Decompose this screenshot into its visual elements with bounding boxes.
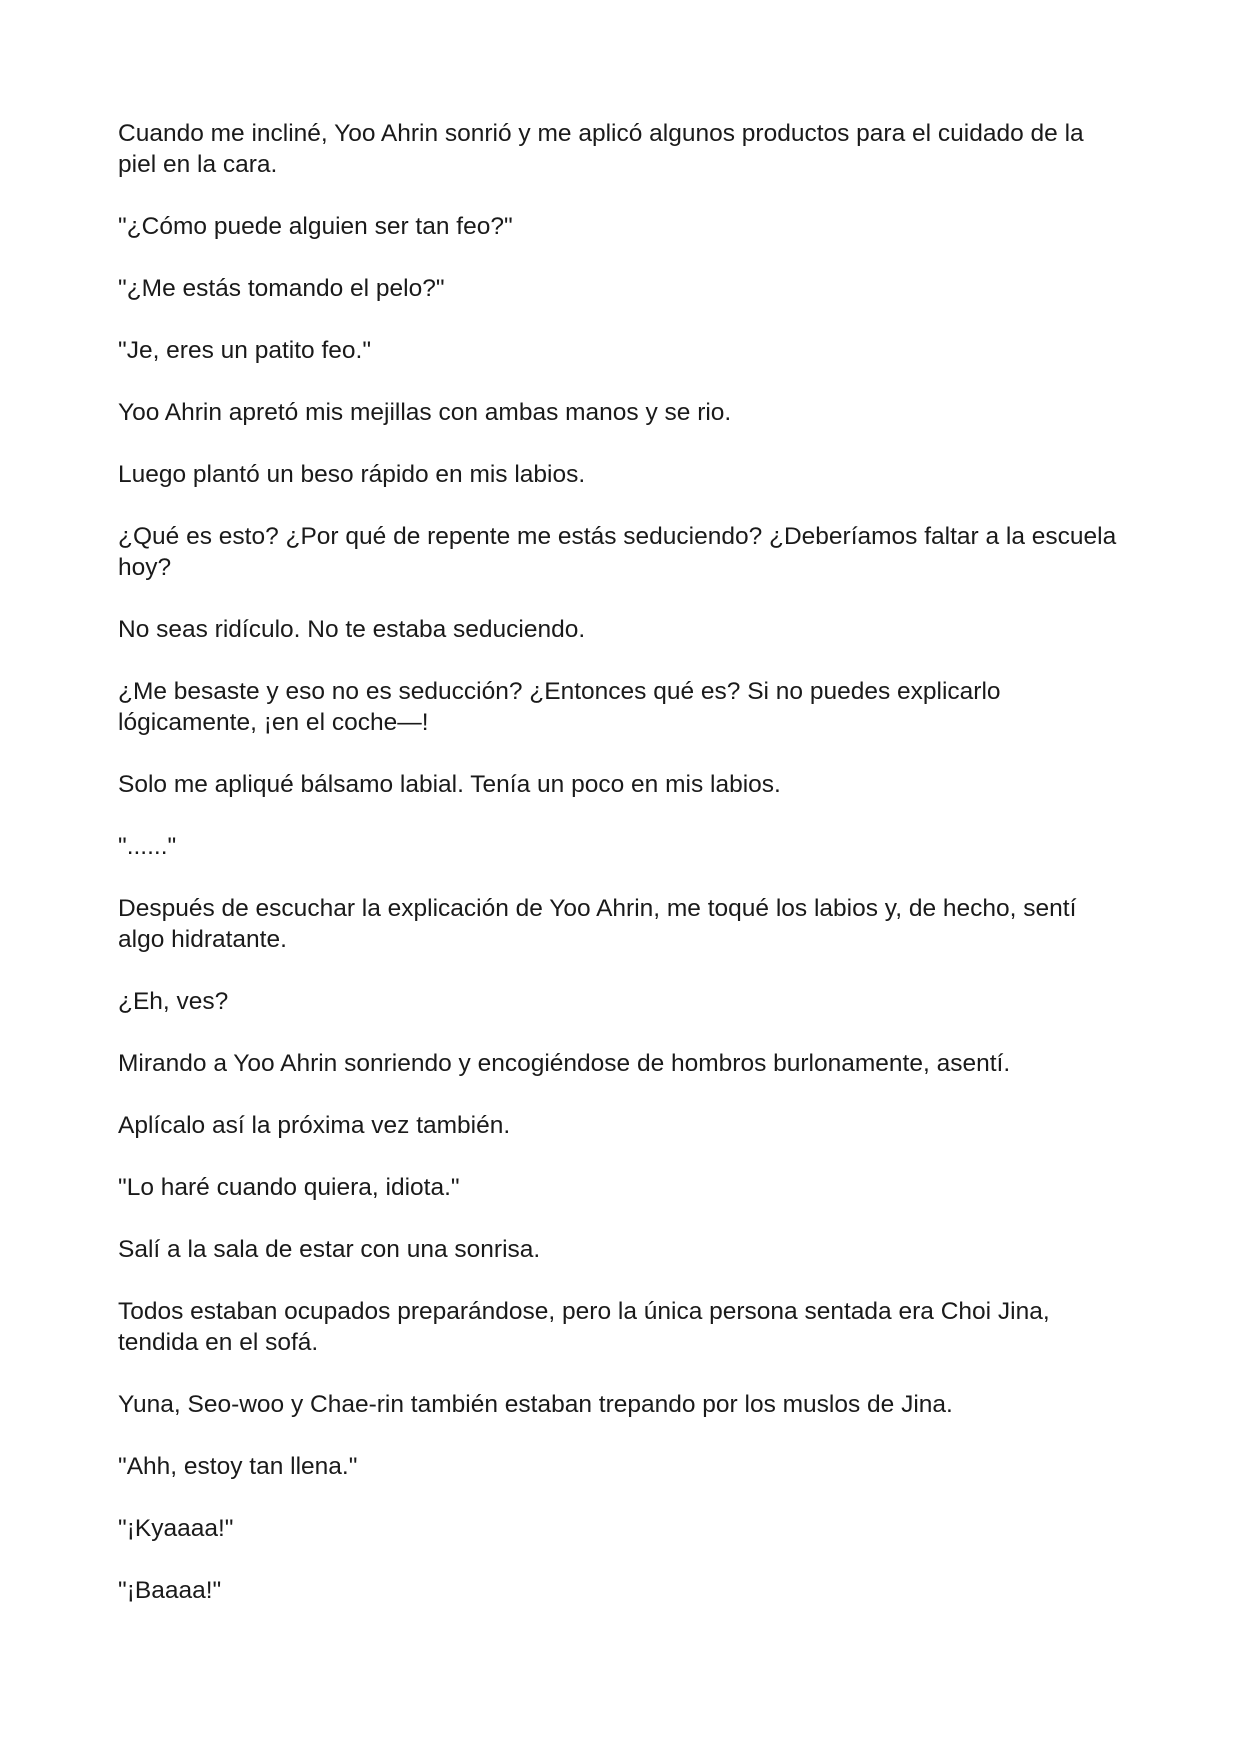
paragraph: ¿Eh, ves? [118,988,229,1015]
paragraph: Aplícalo así la próxima vez también. [118,1112,511,1139]
document-page [118,118,1128,1637]
paragraph: "Ahh, estoy tan llena." [118,1453,358,1480]
paragraph: Salí a la sala de estar con una sonrisa. [118,1236,541,1263]
paragraph: Yoo Ahrin apretó mis mejillas con ambas manos y se rio. [118,399,732,426]
paragraph: Cuando me incliné, Yoo Ahrin sonrió y me aplicó algunos productos para el cuidado de la piel en la cara. [118,120,1084,178]
paragraph: ¿Me besaste y eso no es seducción? ¿Entonces qué es? Si no puedes explicarlo lógicamente, ¡en el coche—! [118,678,1001,736]
paragraph: Todos estaban ocupados preparándose, pero la única persona sentada era Choi Jina, tendida en el sofá. [118,1298,1050,1356]
paragraph: "......" [118,833,177,860]
paragraph: Yuna, Seo-woo y Chae-rin también estaban trepando por los muslos de Jina. [118,1391,953,1418]
paragraph: "¿Me estás tomando el pelo?" [118,275,445,302]
paragraph: Después de escuchar la explicación de Yoo Ahrin, me toqué los labios y, de hecho, sentí algo hidratante. [118,895,1077,953]
paragraph: No seas ridículo. No te estaba seduciendo. [118,616,586,643]
paragraph: Mirando a Yoo Ahrin sonriendo y encogiéndose de hombros burlonamente, asentí. [118,1050,1011,1077]
paragraph: ¿Qué es esto? ¿Por qué de repente me estás seduciendo? ¿Deberíamos faltar a la escuela hoy? [118,523,1117,581]
paragraph: Luego plantó un beso rápido en mis labios. [118,461,586,488]
paragraph: "¿Cómo puede alguien ser tan feo?" [118,213,513,240]
paragraph: "Je, eres un patito feo." [118,337,372,364]
paragraph: Solo me apliqué bálsamo labial. Tenía un poco en mis labios. [118,771,781,798]
paragraph: "¡Kyaaaa!" [118,1515,234,1542]
paragraph: "¡Baaaa!" [118,1577,222,1604]
paragraph: "Lo haré cuando quiera, idiota." [118,1174,460,1201]
